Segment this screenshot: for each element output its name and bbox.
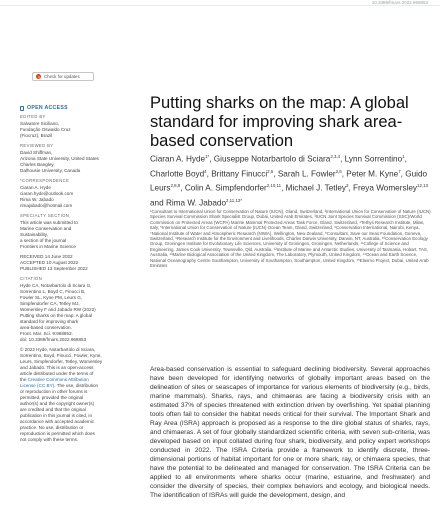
author-affiliation-marker: 2,6 bbox=[335, 168, 342, 174]
sidebar-section bbox=[20, 213, 120, 250]
author-name[interactable]: Rima W. Jabado bbox=[165, 198, 227, 208]
open-access-label: OPEN ACCESS bbox=[27, 105, 68, 111]
author-separator: , bbox=[341, 169, 347, 179]
sidebar-section bbox=[20, 143, 120, 174]
copyright-text: or reproduction in other forums is bbox=[20, 389, 88, 394]
author-name[interactable]: Peter M. Kyne bbox=[346, 169, 399, 179]
author-name[interactable]: Giuseppe Notarbartolo di Sciara bbox=[213, 154, 331, 164]
check-for-updates-label: Check for updates bbox=[44, 73, 80, 79]
sidebar-section-heading: *CORRESPONDENCE bbox=[20, 178, 70, 183]
sidebar-section-line: Rima W. Jabado bbox=[20, 197, 54, 202]
license-link[interactable]: Creative Commons Attribution bbox=[27, 377, 89, 382]
sidebar-section-line: ACCEPTED 10 August 2022 bbox=[20, 260, 79, 265]
sidebar-section-line: Dalhousie University, Canada bbox=[20, 168, 81, 173]
sidebar-section-line: Frontiers in Marine Science bbox=[20, 244, 76, 249]
author-separator: , bbox=[400, 169, 406, 179]
sidebar-section-line: Charles Bangley, bbox=[20, 162, 55, 167]
sidebar-section-heading: SPECIALTY SECTION bbox=[20, 213, 70, 218]
sidebar-section-line: PUBLISHED 13 September 2022 bbox=[20, 266, 88, 271]
author-separator: , bbox=[209, 154, 214, 164]
sidebar-section-line: Fowler SL, Kyne PM, Leurs G, bbox=[20, 295, 83, 300]
sidebar-section-line: Arizona State University, United States bbox=[20, 156, 99, 161]
sidebar-section-line: doi: 10.3389/fmars.2022.968853 bbox=[20, 337, 87, 342]
author-name[interactable]: Sarah L. Fowler bbox=[277, 169, 336, 179]
copyright-text: the bbox=[20, 377, 28, 382]
copyright-text: Sorrentino, Boyd, Finucci, Fowler, Kyne, bbox=[20, 353, 102, 358]
sidebar-section-line: Salvatore Siciliano, bbox=[20, 121, 60, 126]
author-separator: , bbox=[348, 184, 354, 194]
sidebar-section-line: a section of the journal bbox=[20, 238, 67, 243]
copyright-text: Leurs, Simpfendorfer, Tetley, Womersley bbox=[20, 359, 103, 364]
author-separator: , bbox=[340, 154, 345, 164]
sidebar-section-line: RECEIVED 14 June 2022 bbox=[20, 254, 73, 259]
copyright-text: practice. No use, distribution or bbox=[20, 425, 84, 430]
author-name[interactable]: Brittany Finucci bbox=[211, 169, 268, 179]
author-affiliation-marker: 2,3,4 bbox=[330, 154, 341, 159]
author-affiliation-marker: 4 bbox=[204, 168, 207, 174]
author-affiliation-marker: 3 bbox=[346, 183, 349, 189]
copyright-line bbox=[20, 437, 120, 443]
sidebar-section bbox=[20, 276, 120, 343]
sidebar-section-heading: REVIEWED BY bbox=[20, 143, 54, 148]
sidebar-section-line: Simpfendorfer CA, Tetley MJ, bbox=[20, 301, 80, 306]
sidebar-section-line: Sustainability, bbox=[20, 232, 49, 237]
header-divider bbox=[0, 5, 440, 6]
sidebar-section-line: Fundação Oswaldo Cruz bbox=[20, 127, 71, 132]
author-separator: , bbox=[180, 184, 185, 194]
author-affiliation-marker: 2,8,9 bbox=[170, 183, 181, 189]
sidebar-section-line: Front. Mar. Sci. 9:968853. bbox=[20, 331, 73, 336]
open-access-badge bbox=[20, 105, 120, 111]
sidebar-section-line: Putting sharks on the map: A global bbox=[20, 313, 93, 318]
sidebar-section-line: This article was submitted to bbox=[20, 220, 78, 225]
copyright-text: and Jabado. This is an open-access bbox=[20, 365, 94, 370]
sidebar-section-heading: EDITED BY bbox=[20, 114, 46, 119]
sidebar-section bbox=[20, 178, 120, 209]
author-affiliation-marker: 2,10,11 bbox=[266, 183, 282, 189]
copyright-text: . The use, distribution bbox=[54, 383, 99, 388]
article-title: Putting sharks on the map: A global standard for improving shark area-based conservation bbox=[150, 94, 409, 151]
sidebar-section-line: Womersley F and Jabado RW (2022) bbox=[20, 307, 96, 312]
copyright-text: author(s) and the copyright owner(s) bbox=[20, 401, 95, 406]
copyright-text: reproduction is permitted which does bbox=[20, 431, 95, 436]
crossmark-icon bbox=[36, 74, 41, 79]
sidebar-section-line: ciaran.hyde@outlook.com bbox=[20, 191, 74, 196]
check-for-updates-button[interactable] bbox=[32, 72, 94, 81]
abstract-text: Area-based conservation is essential to safeguard declining biodiversity. Several approaches have been developed for identifying networks of globally important areas based on the delineation of sites or seascapes of importance for various elements of biodiversity (e.g., birds, marine mammals). Sharks, rays, and chimaeras are facing a biodiversity crisis with an estimated 37% of species threatened with extinction driven by overfishing. Yet spatial planning tools often fail to consider the habitat needs critical for their survival. The Important Shark and Ray Area (ISRA) approach is proposed as a response to the dire global status of sharks, rays, and chimaeras. A set of four globally standardized scientific criteria, with seven sub-criteria, was developed based on input collated during four shark, biodiversity, and policy expert workshops conducted in 2022. The ISRA Criteria provide a framework to identify discrete, three-dimensional portions of habitat important for one or more shark, ray, or chimaera species, that have the potential to be delineated and managed for conservation. The ISRA Criteria can be applied to all environments where sharks occur (marine, estuarine, and freshwater) and consider the diversity of species, their complex behaviors and ecology, and biological needs. The identification of ISRAs will guide the development, design, and bbox=[150, 366, 430, 499]
author-affiliation-marker: 1 bbox=[402, 154, 405, 159]
copyright-text: article distributed under the terms of bbox=[20, 371, 94, 376]
header-doi[interactable]: 10.3389/fmars.2022.968853 bbox=[371, 0, 428, 5]
author-name[interactable]: Colin A. Simpfendorfer bbox=[184, 184, 267, 194]
article-sidebar bbox=[20, 72, 120, 447]
license-link[interactable]: License (CC BY) bbox=[20, 383, 55, 388]
author-affiliation-marker: 2,5 bbox=[267, 168, 274, 174]
author-affiliation-marker: 2,11,13* bbox=[226, 198, 243, 204]
sidebar-section-heading: CITATION bbox=[20, 276, 43, 281]
sidebar-section-line: Marine Conservation and bbox=[20, 226, 72, 231]
author-separator: , bbox=[206, 169, 212, 179]
sidebar-section-line: Hyde CA, Notarbartolo di Sciara G, bbox=[20, 283, 92, 288]
sidebar-section bbox=[20, 114, 120, 139]
copyright-notice bbox=[20, 347, 120, 443]
author-affiliation-marker: 1* bbox=[205, 154, 210, 159]
sidebar-section-line: Ciaran A. Hyde bbox=[20, 185, 51, 190]
copyright-text: accordance with accepted academic bbox=[20, 419, 95, 424]
author-separator: , bbox=[404, 154, 407, 164]
sidebar-section bbox=[20, 254, 120, 272]
author-name[interactable]: Guido Leurs bbox=[150, 169, 428, 194]
author-separator: , bbox=[281, 184, 286, 194]
sidebar-section-line: David Shiffman, bbox=[20, 150, 53, 155]
copyright-text: not comply with these terms. bbox=[20, 437, 79, 442]
author-name[interactable]: Ciaran A. Hyde bbox=[150, 154, 206, 164]
sidebar-section-line: standard for improving shark bbox=[20, 319, 79, 324]
author-name[interactable]: Charlotte Boyd bbox=[150, 169, 205, 179]
author-separator: and bbox=[150, 198, 166, 208]
author-name[interactable]: Lynn Sorrentino bbox=[344, 154, 403, 164]
copyright-text: © 2022 Hyde, Notarbartolo di Sciara, bbox=[20, 347, 96, 352]
sidebar-section-line: Sorrentino L, Boyd C, Finucci B, bbox=[20, 289, 86, 294]
copyright-text: permitted, provided the original bbox=[20, 395, 84, 400]
author-list bbox=[150, 151, 430, 210]
sidebar-sections bbox=[20, 114, 120, 343]
author-affiliation-marker: 12,13 bbox=[417, 183, 429, 189]
sidebar-section-line: rimajabado@hotmail.com bbox=[20, 203, 73, 208]
affiliations: ¹Consultant to International Union for Conservation of Nature (IUCN), Gland, Switzerland, ²International Union for Conservation of Nature (IUCN) Species Survival Commission Shark Specialist Group, Dubai, United Arab Emirates, ³IUCN Joint Species Survival Commission (SSC)/World Commission on Protected Areas (WCPA) Marine Mammal Protected Areas Task Force, Gland, Switzerland, ⁴Tethys Research Institute, Milan, Italy, ⁵International Union for Conservation of Nature (IUCN) Ocean Team, Gland, Switzerland, ⁶Conservation International, Nairobi, Kenya, ⁷National Institute of Water and Atmospheric Research (NIWA), Wellington, New Zealand, ⁸Consultant, Save our Seas Foundation, Geneva, Switzerland, ⁹Research Institute for the Environment and Livelihoods, Charles Darwin University, Darwin, NT, Australia, ¹⁰Conservation Ecology Group, Groningen Institute for Evolutionary Life Sciences, University of Groningen, Groningen, Netherlands, ¹¹College of Science and Engineering, James Cook University, Townsville, Qld, Australia, ¹²Institute of Marine and Antarctic Studies, University of Tasmania, Hobart, TAS, Australia, ¹³Marine Biological Association of the United Kingdom, The Laboratory, Plymouth, United Kingdom, ¹⁴Ocean and Earth Science, National Oceanography Centre Southampton, University of Southampton, Southampton, United Kingdom, ¹⁵Elasmo Project, Dubai, United Arab Emirates bbox=[150, 209, 431, 269]
sidebar-section-line: area-based conservation. bbox=[20, 325, 72, 330]
open-lock-icon bbox=[20, 106, 24, 111]
sidebar-section-line: (Fiocruz), Brazil bbox=[20, 133, 53, 138]
copyright-text: are credited and that the original bbox=[20, 407, 86, 412]
author-affiliation-marker: 7 bbox=[398, 168, 401, 174]
author-name[interactable]: Freya Womersley bbox=[353, 184, 418, 194]
author-separator: , bbox=[273, 169, 278, 179]
author-name[interactable]: Michael J. Tetley bbox=[285, 184, 346, 194]
journal-header-bar bbox=[0, 0, 440, 6]
copyright-text: publication in this journal is cited, in bbox=[20, 413, 93, 418]
